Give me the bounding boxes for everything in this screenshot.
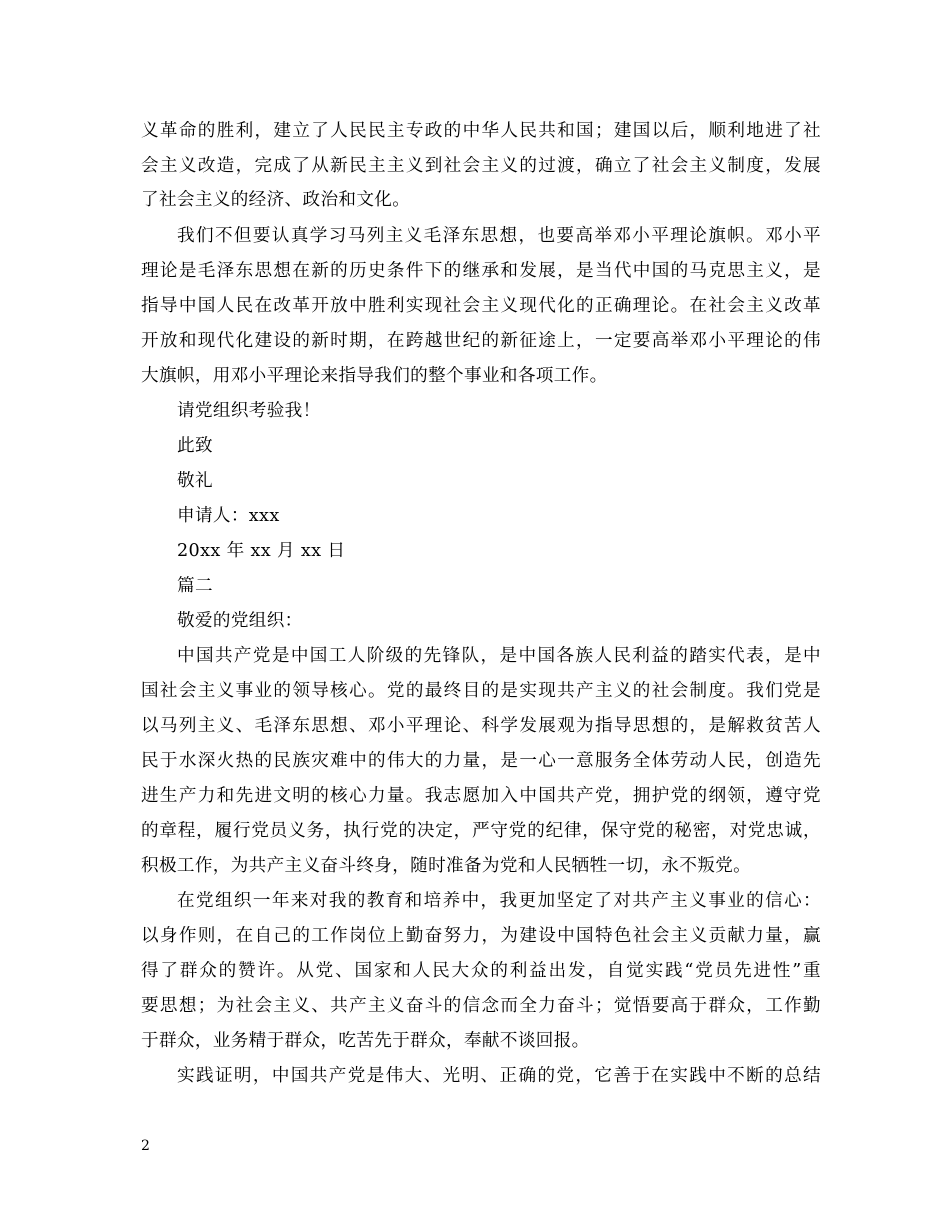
salutation-line: 此致: [177, 436, 213, 456]
page-number: 2: [141, 1138, 150, 1154]
section-heading: 篇二: [177, 576, 213, 596]
text-line: 以马列主义、毛泽东思想、邓小平理论、科学发展观为指导思想的，是解救贫苦人: [141, 716, 821, 736]
applicant-name: 申请人：xxx: [177, 506, 280, 526]
text-line: 国社会主义事业的领导核心。党的最终目的是实现共产主义的社会制度。我们党是: [141, 681, 821, 701]
salutation-line: 敬礼: [177, 471, 213, 491]
paragraph-start-line: 我们不但要认真学习马列主义毛泽东思想，也要高举邓小平理论旗帜。邓小平: [177, 226, 821, 246]
text-line: 义革命的胜利，建立了人民民主专政的中华人民共和国；建国以后，顺利地进了社: [141, 121, 821, 141]
application-date: 20xx 年 xx 月 xx 日: [177, 541, 346, 561]
text-line: 开放和现代化建设的新时期，在跨越世纪的新征途上，一定要高举邓小平理论的伟: [141, 331, 821, 351]
text-line: 了社会主义的经济、政治和文化。: [141, 190, 411, 210]
text-line: 大旗帜，用邓小平理论来指导我们的整个事业和各项工作。: [141, 366, 608, 386]
text-line: 民于水深火热的民族灾难中的伟大的力量，是一心一意服务全体劳动人民，创造先: [141, 751, 821, 771]
text-line: 进生产力和先进文明的核心力量。我志愿加入中国共产党，拥护党的纲领，遵守党: [141, 786, 821, 806]
greeting-line: 敬爱的党组织：: [177, 611, 303, 631]
text-line: 指导中国人民在改革开放中胜利实现社会主义现代化的正确理论。在社会主义改革: [141, 296, 821, 316]
text-line: 要思想；为社会主义、共产主义奋斗的信念而全力奋斗；觉悟要高于群众，工作勤: [141, 996, 821, 1016]
text-line: 以身作则，在自己的工作岗位上勤奋努力，为建设中国特色社会主义贡献力量，赢: [141, 926, 821, 946]
paragraph-start-line: 在党组织一年来对我的教育和培养中，我更加坚定了对共产主义事业的信心：: [177, 891, 821, 911]
paragraph-start-line: 实践证明，中国共产党是伟大、光明、正确的党，它善于在实践中不断的总结: [177, 1066, 821, 1086]
closing-request: 请党组织考验我！: [177, 401, 321, 421]
text-line: 得了群众的赞许。从党、国家和人民大众的利益出发，自觉实践“党员先进性”重: [141, 961, 821, 981]
text-line: 会主义改造，完成了从新民主主义到社会主义的过渡，确立了社会主义制度，发展: [141, 156, 821, 176]
text-line: 理论是毛泽东思想在新的历史条件下的继承和发展，是当代中国的马克思主义，是: [141, 261, 821, 281]
paragraph-start-line: 中国共产党是中国工人阶级的先锋队，是中国各族人民利益的踏实代表，是中: [177, 646, 821, 666]
text-line: 于群众，业务精于群众，吃苦先于群众，奉献不谈回报。: [141, 1031, 590, 1051]
text-line: 积极工作，为共产主义奋斗终身，随时准备为党和人民牺牲一切，永不叛党。: [141, 856, 752, 876]
text-line: 的章程，履行党员义务，执行党的决定，严守党的纪律，保守党的秘密，对党忠诚，: [141, 821, 821, 841]
